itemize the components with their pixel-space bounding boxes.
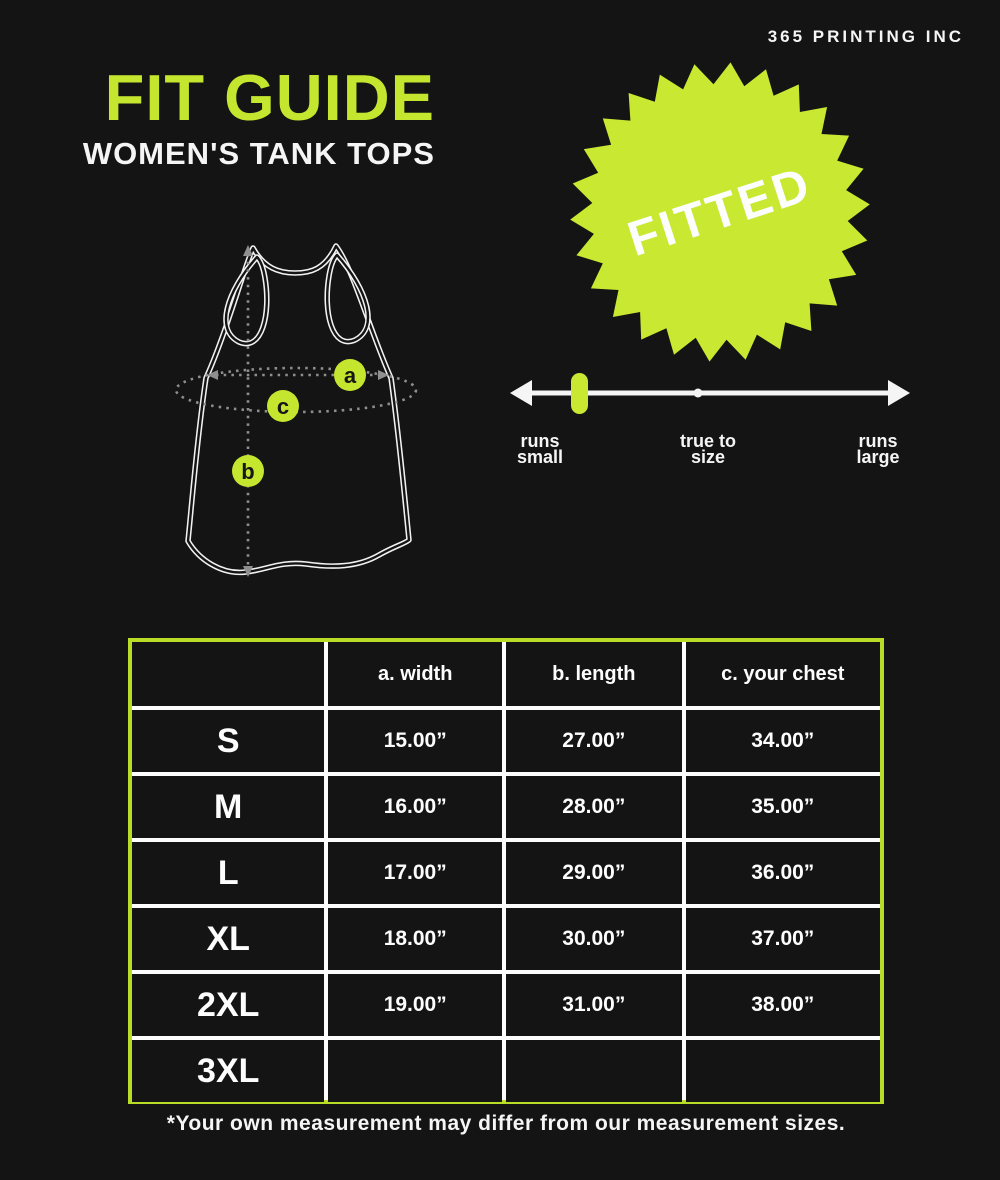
cell-length: 29.00” [506, 842, 682, 904]
cell-chest: 34.00” [686, 710, 880, 772]
cell-width: 16.00” [328, 776, 502, 838]
page-subtitle: WOMEN'S TANK TOPS [82, 136, 435, 171]
scale-label-runs-small: runs small [516, 431, 564, 467]
arrow-left-icon [510, 380, 532, 406]
cell-length: 30.00” [506, 908, 682, 970]
row-size-label: XL [132, 908, 324, 970]
brand-name: 365 PRINTING INC [767, 27, 964, 46]
cell-width [328, 1040, 502, 1102]
cell-width: 19.00” [328, 974, 502, 1036]
tank-top-diagram [168, 238, 428, 582]
starburst-icon [568, 60, 872, 364]
cell-length: 31.00” [506, 974, 682, 1036]
row-size-label: 2XL [132, 974, 324, 1036]
fit-marker [571, 373, 588, 414]
row-size-label: S [132, 710, 324, 772]
arrow-right-icon [888, 380, 910, 406]
row-size-label: M [132, 776, 324, 838]
col-header-width: a. width [328, 642, 502, 706]
cell-length: 27.00” [506, 710, 682, 772]
cell-length [506, 1040, 682, 1102]
cell-length: 28.00” [506, 776, 682, 838]
col-header-length: b. length [506, 642, 682, 706]
marker-c-label: c [276, 394, 290, 419]
fitted-badge [568, 60, 872, 364]
cell-chest: 38.00” [686, 974, 880, 1036]
row-size-label: 3XL [132, 1040, 324, 1102]
measurement-disclaimer: *Your own measurement may differ from our measurement sizes. [166, 1112, 846, 1135]
marker-a-label: a [343, 363, 357, 388]
cell-width: 18.00” [328, 908, 502, 970]
cell-chest: 35.00” [686, 776, 880, 838]
cell-chest [686, 1040, 880, 1102]
cell-width: 17.00” [328, 842, 502, 904]
tank-top-illustration-icon [168, 238, 428, 582]
fit-scale-arrow-icon [505, 368, 915, 422]
cell-width: 15.00” [328, 710, 502, 772]
page-title: FIT GUIDE [104, 61, 435, 134]
scale-label-runs-large: runs large [856, 431, 900, 467]
true-to-size-dot [694, 389, 703, 398]
size-table [128, 638, 884, 1104]
fitted-badge-label: FITTED [621, 157, 819, 267]
scale-label-true-to-size: true to size [680, 431, 736, 467]
cell-chest: 37.00” [686, 908, 880, 970]
marker-b-label: b [241, 459, 255, 484]
col-header-chest: c. your chest [686, 642, 880, 706]
col-header-blank [132, 642, 324, 706]
cell-chest: 36.00” [686, 842, 880, 904]
fit-scale [505, 368, 915, 422]
row-size-label: L [132, 842, 324, 904]
